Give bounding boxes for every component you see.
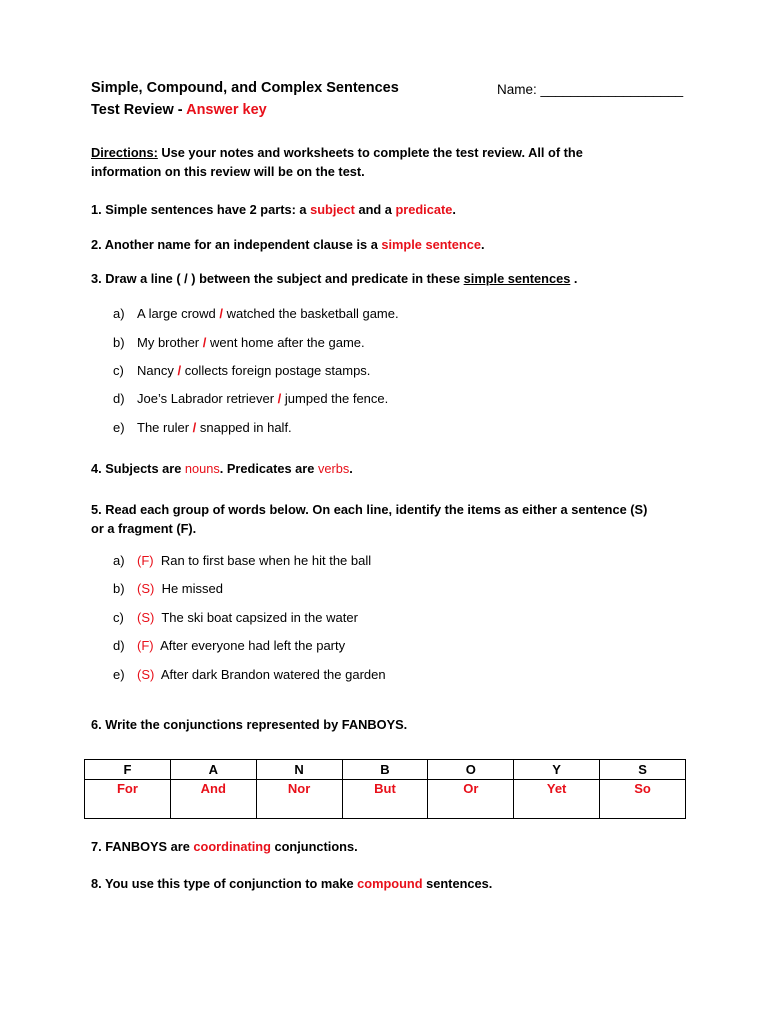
q4-answer-verbs: verbs: [317, 461, 350, 476]
q5-item-text: Ran to first base when he hit the ball: [160, 553, 372, 568]
q5-item-label: c): [113, 610, 124, 625]
fanboys-answer: For: [85, 780, 171, 819]
q1-text1: 1. Simple sentences have 2 parts: a: [91, 202, 311, 217]
fanboys-answer: Yet: [514, 780, 600, 819]
q5-item-b: [113, 581, 223, 596]
question-6: [91, 717, 407, 732]
q4-text2: . Predicates are: [219, 461, 318, 476]
q3-underlined: simple sentences: [463, 271, 571, 286]
q5-item-answer: (S): [137, 610, 155, 625]
q5-item-label: a): [113, 553, 125, 568]
worksheet-title: [91, 80, 399, 96]
q7-text2: conjunctions.: [270, 839, 358, 854]
subtitle-prefix: Test Review -: [91, 102, 187, 118]
question-5-line1: [91, 502, 647, 517]
q3-item-predicate: snapped in half.: [196, 420, 292, 435]
directions-text2: information on this review will be on the test.: [91, 164, 365, 179]
q3-item-e: [113, 420, 292, 435]
q2-text1: 2. Another name for an independent clause is a: [91, 237, 382, 252]
q1-answer-predicate: predicate: [395, 202, 453, 217]
q3-item-d: [113, 391, 388, 406]
q3-item-subject: Nancy: [137, 363, 178, 378]
q5-item-label: e): [113, 667, 125, 682]
q5-item-text: He missed: [161, 581, 223, 596]
directions-label: Directions:: [91, 145, 158, 160]
q3-item-predicate: collects foreign postage stamps.: [181, 363, 371, 378]
q3-item-label: b): [113, 335, 125, 350]
fanboys-answer: Nor: [256, 780, 342, 819]
q3-item-subject: Joe’s Labrador retriever: [137, 391, 278, 406]
fanboys-answer: But: [342, 780, 428, 819]
directions-line1: [91, 145, 583, 160]
q5-item-answer: (S): [137, 581, 155, 596]
fanboys-letter: N: [256, 760, 342, 780]
fanboys-letter: O: [428, 760, 514, 780]
q1-answer-subject: subject: [310, 202, 355, 217]
q3-item-predicate: went home after the game.: [206, 335, 365, 350]
q4-text1: 4. Subjects are: [91, 461, 185, 476]
q5-item-answer: (F): [137, 553, 154, 568]
question-8: [91, 876, 492, 891]
q2-answer: simple sentence: [381, 237, 481, 252]
q3-item-a: [113, 306, 399, 321]
q8-text2: sentences.: [422, 876, 493, 891]
fanboys-answer: And: [170, 780, 256, 819]
q3-item-label: a): [113, 306, 125, 321]
q3-item-slash: /: [277, 391, 282, 406]
fanboys-letter: S: [600, 760, 686, 780]
fanboys-letter: Y: [514, 760, 600, 780]
q3-item-label: d): [113, 391, 125, 406]
q8-text1: 8. You use this type of conjunction to make: [91, 876, 358, 891]
fanboys-letter: B: [342, 760, 428, 780]
q5-item-label: d): [113, 638, 125, 653]
q7-text1: 7. FANBOYS are: [91, 839, 194, 854]
q5-item-answer: (F): [137, 638, 154, 653]
q4-answer-nouns: nouns: [184, 461, 220, 476]
question-3: [91, 271, 577, 286]
q3-item-slash: /: [177, 363, 182, 378]
q5-text2: or a fragment (F).: [91, 521, 197, 536]
q3-text1: 3. Draw a line ( / ) between the subject and predicate in these: [91, 271, 464, 286]
question-1: [91, 202, 456, 217]
q1-text3: .: [452, 202, 456, 217]
answer-key-label: Answer key: [186, 102, 267, 118]
q3-item-subject: The ruler: [137, 420, 193, 435]
q3-text2: .: [570, 271, 578, 286]
q3-item-b: [113, 335, 365, 350]
q4-text3: .: [349, 461, 353, 476]
fanboys-table: [84, 759, 686, 819]
name-blank: ___________________: [540, 82, 684, 97]
fanboys-answer-row: [85, 780, 686, 819]
q8-answer: compound: [357, 876, 423, 891]
q2-text2: .: [480, 237, 485, 252]
q5-item-text: After dark Brandon watered the garden: [160, 667, 386, 682]
q3-item-slash: /: [219, 306, 223, 321]
q3-item-label: c): [113, 363, 124, 378]
question-5-line2: [91, 521, 196, 536]
worksheet-subtitle: [91, 102, 267, 118]
q3-item-c: [113, 363, 370, 378]
q3-item-predicate: jumped the fence.: [281, 391, 389, 406]
name-label: Name:: [497, 82, 541, 97]
q5-item-a: [113, 553, 371, 568]
q5-item-text: The ski boat capsized in the water: [161, 610, 358, 625]
q6-text: 6. Write the conjunctions represented by FANBOYS.: [91, 717, 408, 732]
fanboys-letter: F: [85, 760, 171, 780]
name-field: [497, 82, 683, 97]
fanboys-answer: So: [600, 780, 686, 819]
fanboys-letter-row: [85, 760, 686, 780]
question-2: [91, 237, 485, 252]
fanboys-letter: A: [170, 760, 256, 780]
title-line1: Simple, Compound, and Complex Sentences: [91, 80, 399, 96]
fanboys-answer: Or: [428, 780, 514, 819]
directions-text1: Use your notes and worksheets to complete the test review. All of the: [157, 145, 583, 160]
q5-item-text: After everyone had left the party: [160, 638, 346, 653]
q3-item-label: e): [113, 420, 125, 435]
q5-item-e: [113, 667, 386, 682]
q3-item-slash: /: [192, 420, 197, 435]
q3-item-predicate: watched the basketball game.: [223, 306, 399, 321]
directions-line2: [91, 164, 365, 179]
q5-text1: 5. Read each group of words below. On each line, identify the items as either a sentence (S): [91, 502, 648, 517]
q1-text2: and a: [354, 202, 396, 217]
question-7: [91, 839, 358, 854]
q5-item-c: [113, 610, 358, 625]
q5-item-d: [113, 638, 345, 653]
question-4: [91, 461, 353, 476]
q7-answer: coordinating: [193, 839, 271, 854]
q3-item-subject: My brother: [137, 335, 203, 350]
q5-item-answer: (S): [137, 667, 155, 682]
q3-item-subject: A large crowd: [137, 306, 220, 321]
q3-item-slash: /: [202, 335, 207, 350]
q5-item-label: b): [113, 581, 125, 596]
